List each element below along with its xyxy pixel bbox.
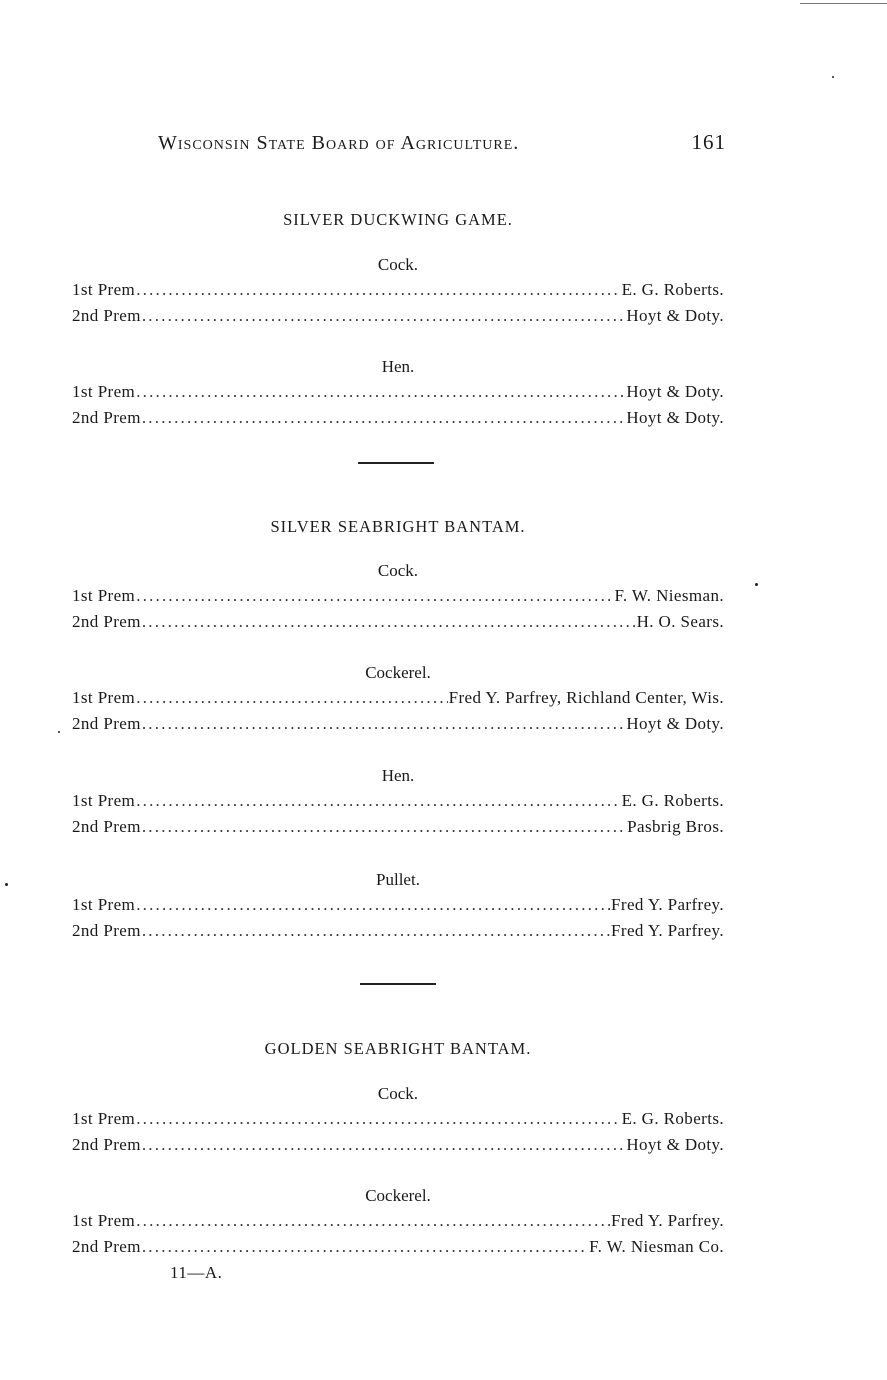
group-cock bbox=[72, 253, 724, 328]
premium-winner: Fred Y. Parfrey. bbox=[611, 895, 724, 914]
group-hen bbox=[72, 764, 724, 839]
premium-winner: H. O. Sears. bbox=[636, 611, 724, 631]
premium-rank: 2nd Prem bbox=[72, 611, 141, 631]
page-number: 161 bbox=[691, 130, 726, 154]
premium-entry bbox=[72, 379, 724, 405]
premium-winner: F. W. Niesman Co. bbox=[589, 1236, 724, 1256]
premium-entry bbox=[72, 1234, 724, 1260]
premium-rank: 1st Prem bbox=[72, 895, 136, 914]
premium-rank: 1st Prem bbox=[72, 586, 136, 605]
group-label: Cock. bbox=[377, 1084, 419, 1103]
premium-winner: Fred Y. Parfrey. bbox=[611, 920, 724, 940]
section-divider bbox=[360, 983, 436, 985]
group-cockerel bbox=[72, 1184, 724, 1259]
dot-leader bbox=[136, 277, 620, 303]
premium-rank: 1st Prem bbox=[72, 688, 136, 707]
premium-winner: E. G. Roberts. bbox=[621, 791, 724, 810]
group-label: Cock. bbox=[377, 255, 419, 274]
group-label: Cockerel. bbox=[365, 1186, 431, 1205]
premium-winner: Hoyt & Doty. bbox=[626, 382, 724, 401]
group-label: Pullet. bbox=[376, 870, 420, 889]
premium-rank: 2nd Prem bbox=[72, 305, 141, 325]
dot-leader bbox=[142, 918, 610, 944]
premium-entry bbox=[72, 583, 724, 609]
premium-entry bbox=[72, 277, 724, 303]
group-hen bbox=[72, 355, 724, 430]
dot-leader bbox=[136, 1106, 620, 1132]
dot-leader bbox=[136, 1208, 610, 1234]
dot-leader bbox=[142, 1234, 588, 1260]
section-golden-seabright-bantam bbox=[72, 1036, 724, 1062]
running-head bbox=[158, 130, 730, 160]
section-heading: SILVER SEABRIGHT BANTAM. bbox=[270, 517, 526, 536]
section-silver-duckwing-game bbox=[72, 207, 724, 233]
premium-entry bbox=[72, 1208, 724, 1234]
premium-entry bbox=[72, 1106, 724, 1132]
premium-entry bbox=[72, 405, 724, 431]
premium-entry bbox=[72, 892, 724, 918]
premium-rank: 2nd Prem bbox=[72, 407, 141, 427]
premium-rank: 2nd Prem bbox=[72, 816, 141, 836]
corner-rule bbox=[800, 3, 887, 4]
scan-speck bbox=[755, 583, 758, 586]
premium-rank: 2nd Prem bbox=[72, 1134, 141, 1154]
premium-rank: 1st Prem bbox=[72, 791, 136, 810]
premium-winner: Hoyt & Doty. bbox=[626, 1134, 724, 1154]
premium-winner: Pasbrig Bros. bbox=[627, 816, 724, 836]
group-label: Cock. bbox=[377, 561, 419, 580]
dot-leader bbox=[142, 405, 625, 431]
dot-leader bbox=[136, 685, 447, 711]
premium-winner: E. G. Roberts. bbox=[621, 280, 724, 299]
group-label: Hen. bbox=[381, 357, 415, 376]
running-head-title: Wisconsin State Board of Agriculture. bbox=[158, 132, 520, 154]
premium-entry bbox=[72, 788, 724, 814]
dot-leader bbox=[136, 788, 620, 814]
premium-entry bbox=[72, 711, 724, 737]
premium-winner: E. G. Roberts. bbox=[621, 1109, 724, 1128]
group-label: Cockerel. bbox=[365, 663, 431, 682]
premium-entry bbox=[72, 685, 724, 711]
premium-rank: 2nd Prem bbox=[72, 920, 141, 940]
premium-entry bbox=[72, 303, 724, 329]
group-label: Hen. bbox=[381, 766, 415, 785]
dot-leader bbox=[142, 711, 625, 737]
dot-leader bbox=[136, 892, 610, 918]
premium-rank: 2nd Prem bbox=[72, 713, 141, 733]
premium-rank: 1st Prem bbox=[72, 1211, 136, 1230]
section-divider bbox=[358, 462, 434, 464]
premium-winner: Hoyt & Doty. bbox=[626, 713, 724, 733]
premium-rank: 1st Prem bbox=[72, 382, 136, 401]
group-pullet bbox=[72, 868, 724, 943]
section-heading: SILVER DUCKWING GAME. bbox=[283, 210, 513, 229]
premium-rank: 2nd Prem bbox=[72, 1236, 141, 1256]
dot-leader bbox=[142, 303, 625, 329]
scan-speck bbox=[58, 731, 60, 733]
group-cockerel bbox=[72, 661, 724, 736]
premium-entry bbox=[72, 918, 724, 944]
section-silver-seabright-bantam bbox=[72, 514, 724, 540]
scan-speck bbox=[5, 883, 8, 886]
premium-winner: Hoyt & Doty. bbox=[626, 407, 724, 427]
section-heading: GOLDEN SEABRIGHT BANTAM. bbox=[264, 1039, 532, 1058]
dot-leader bbox=[142, 814, 626, 840]
dot-leader bbox=[142, 1132, 625, 1158]
scan-speck bbox=[832, 76, 834, 78]
dot-leader bbox=[136, 583, 613, 609]
premium-entry bbox=[72, 814, 724, 840]
signature-mark: 11—A. bbox=[170, 1263, 223, 1282]
premium-entry bbox=[72, 609, 724, 635]
premium-entry bbox=[72, 1132, 724, 1158]
group-cock bbox=[72, 559, 724, 634]
premium-winner: Hoyt & Doty. bbox=[626, 305, 724, 325]
premium-rank: 1st Prem bbox=[72, 1109, 136, 1128]
dot-leader bbox=[136, 379, 625, 405]
premium-winner: F. W. Niesman. bbox=[614, 586, 724, 605]
group-cock bbox=[72, 1082, 724, 1157]
premium-rank: 1st Prem bbox=[72, 280, 136, 299]
dot-leader bbox=[142, 609, 636, 635]
premium-winner: Fred Y. Parfrey, Richland Center, Wis. bbox=[448, 688, 724, 707]
premium-winner: Fred Y. Parfrey. bbox=[611, 1211, 724, 1230]
